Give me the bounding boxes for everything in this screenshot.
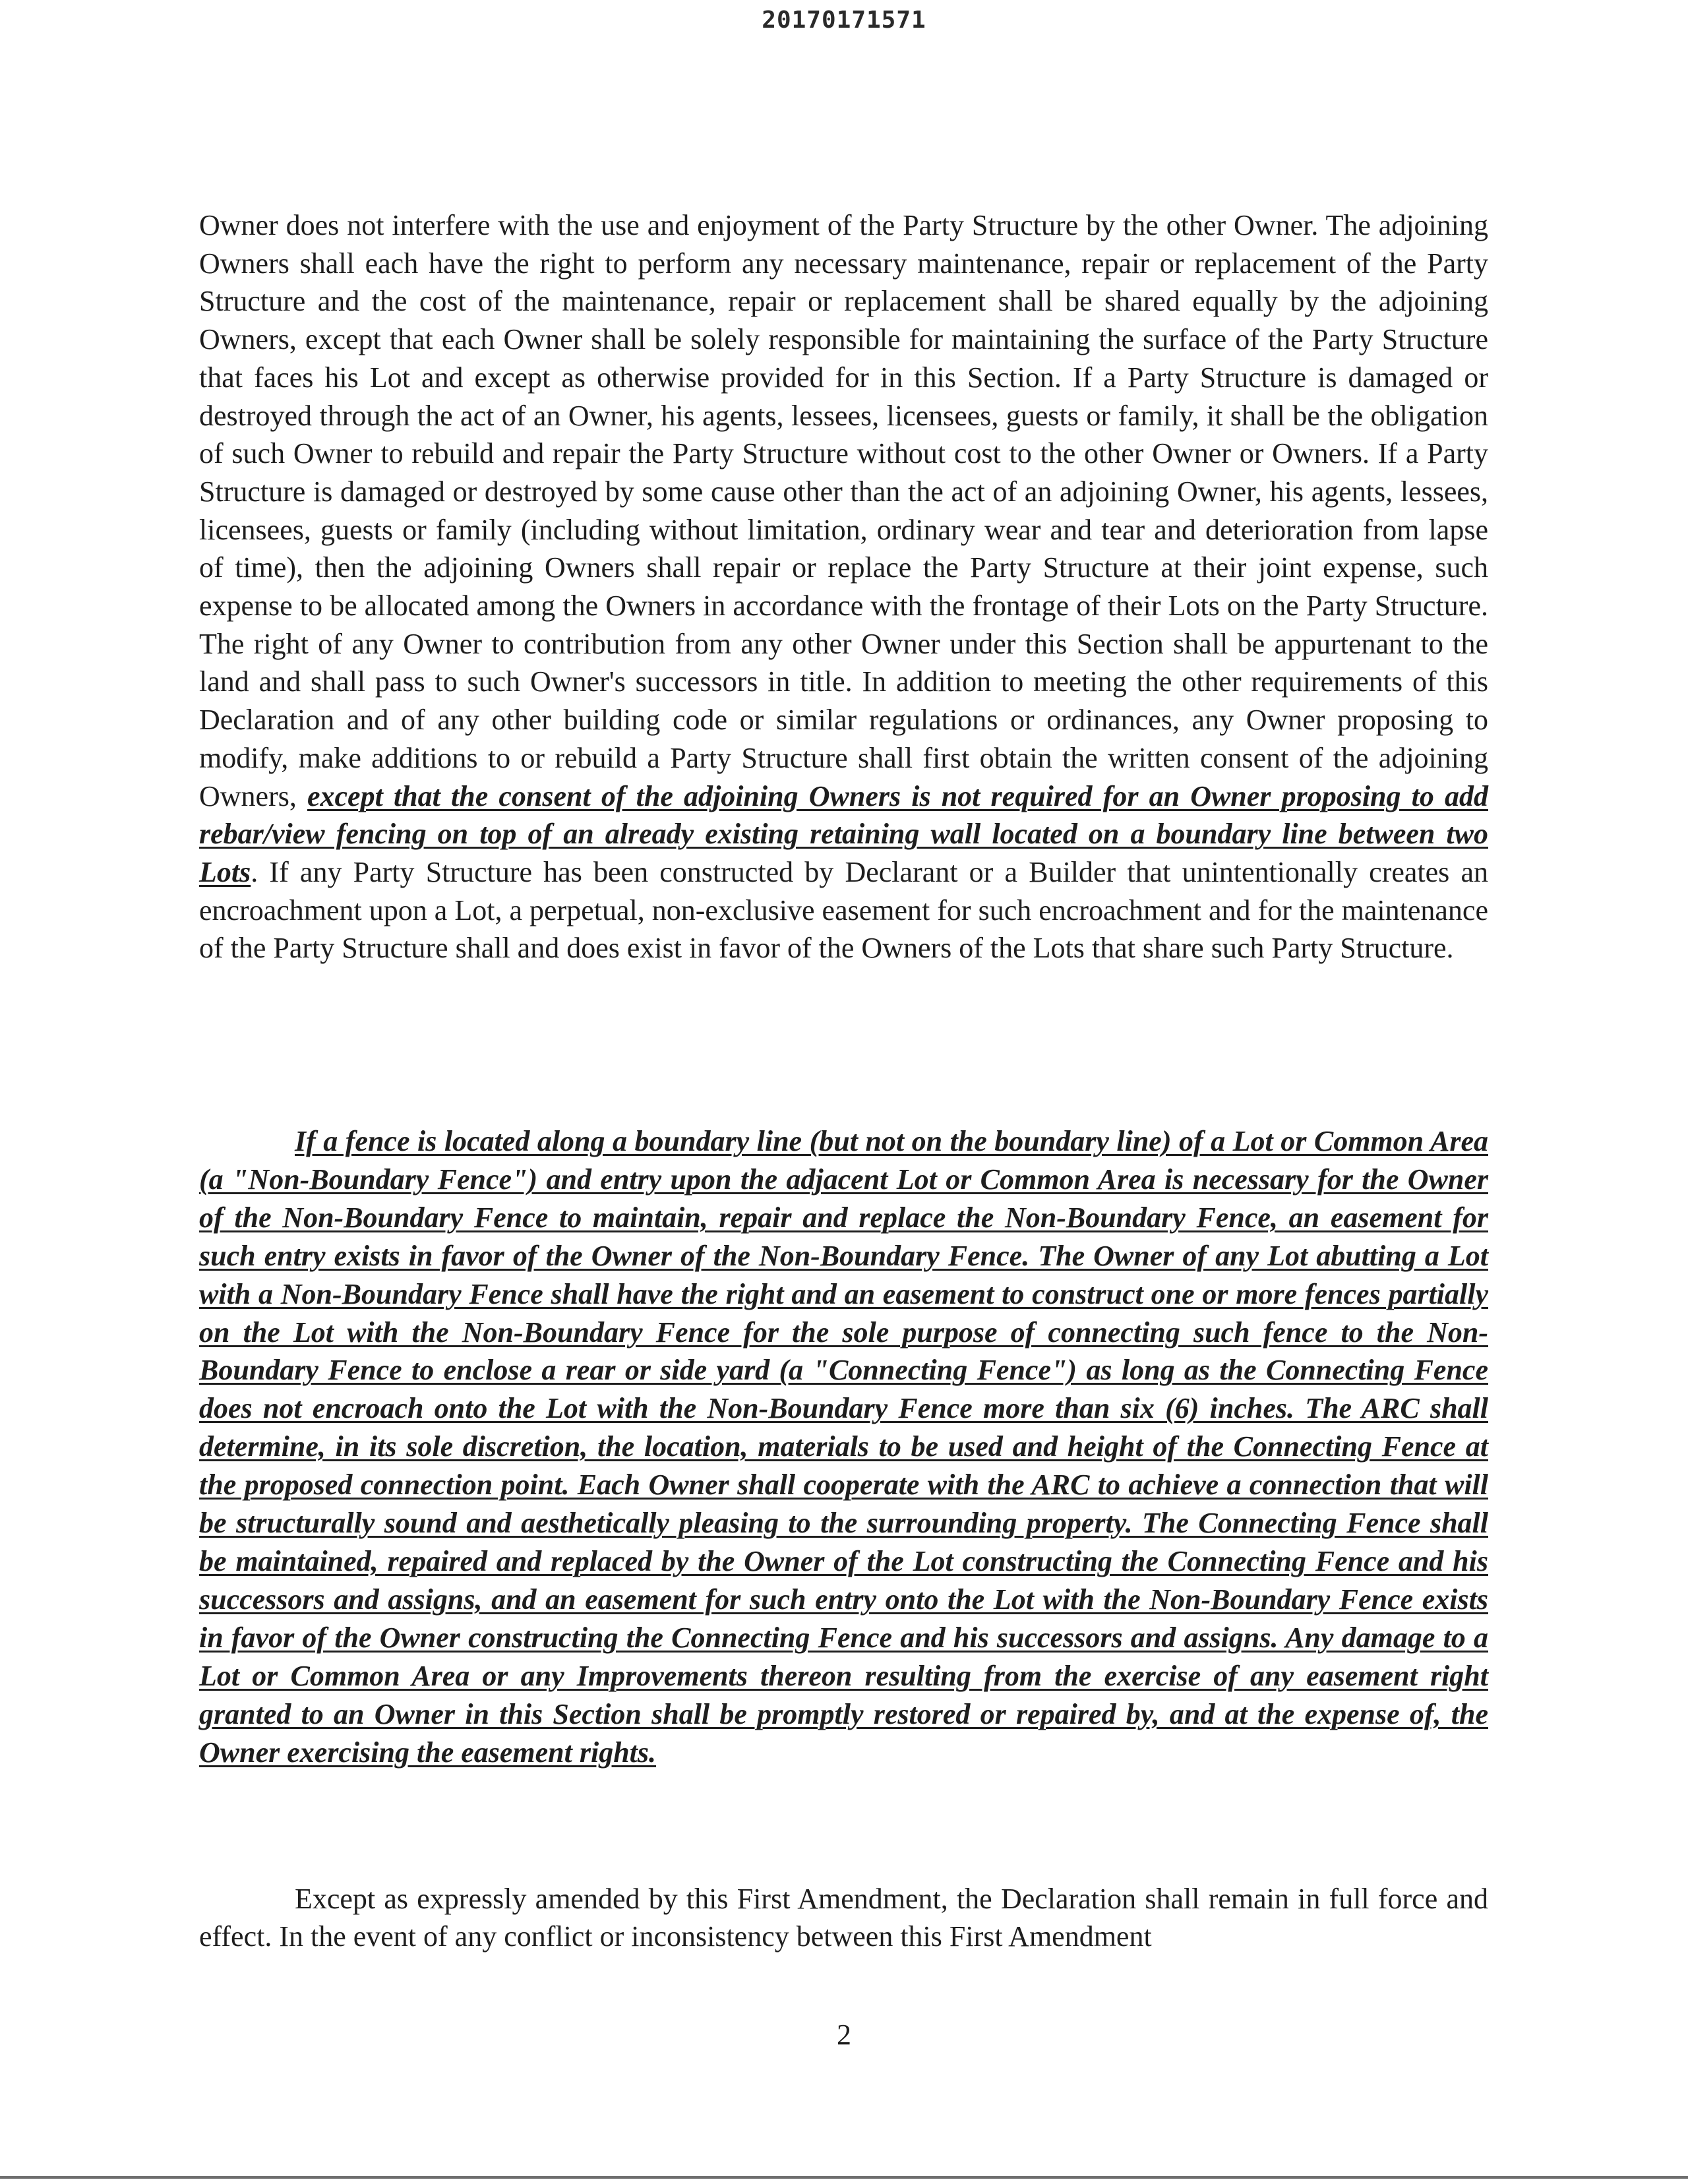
paragraph-text: Owner does not interfere with the use and enjoyment of the Party Structure by the other Owner. The adjoining Owners shall each have the right to perform any necessary maintenance, repair or replacement of the Party Structure and the cost of the maintenance, repair or replacement shall be shared equally by the adjoining Owners, except that each Owner shall be solely responsible for maintaining the surface of the Party Structure that faces his Lot and except as otherwise provided for in this Section. If a Party Structure is damaged or destroyed through the act of an Owner, his agents, lessees, licensees, guests or family, it shall be the obligation of such Owner to rebuild and repair the Party Structure without cost to the other Owner or Owners. If a Party Structure is damaged or destroyed by some cause other than the act of an adjoining Owner, his agents, lessees, licensees, guests or family (including without limitation, ordinary wear and tear and deterioration from lapse of time), then the adjoining Owners shall repair or replace the Party Structure at their joint expense, such expense to be allocated among the Owners in accordance with the frontage of their Lots on the Party Structure. The right of any Owner to contribution from any other Owner under this Section shall be appurtenant to the land and shall pass to such Owner's successors in title. In addition to meeting the other requirements of this Declaration and of any other building code or similar regulations or ordinances, any Owner proposing to modify, make additions to or rebuild a Party Structure shall first obtain the written consent of the adjoining Owners, <box>199 209 1488 812</box>
amended-text: except that the consent of the adjoining Owners is not required for an Owner proposing to add rebar/view fencing on top of an already existing retaining wall located on a boundary line between two Lots <box>199 779 1488 888</box>
amended-text: If a fence is located along a boundary line (but not on the boundary line) of a Lot or Common Area (a "Non-Boundary Fence") and entry upon the adjacent Lot or Common Area is necessary for the Owner of the Non-Boundary Fence to maintain, repair and replace the Non-Boundary Fence, an easement for such entry exists in favor of the Owner of the Non-Boundary Fence. The Owner of any Lot abutting a Lot with a Non-Boundary Fence shall have the right and an easement to construct one or more fences partially on the Lot with the Non-Boundary Fence for the sole purpose of connecting such fence to the Non-Boundary Fence to enclose a rear or side yard (a "Connecting Fence") as long as the Connecting Fence does not encroach onto the Lot with the Non-Boundary Fence more than six (6) inches. The ARC shall determine, in its sole discretion, the location, materials to be used and height of the Connecting Fence at the proposed connection point. Each Owner shall cooperate with the ARC to achieve a connection that will be structurally sound and aesthetically pleasing to the surrounding property. The Connecting Fence shall be maintained, repaired and replaced by the Owner of the Lot constructing the Connecting Fence and his successors and assigns, and an easement for such entry onto the Lot with the Non-Boundary Fence exists in favor of the Owner constructing the Connecting Fence and his successors and assigns. Any damage to a Lot or Common Area or any Improvements thereon resulting from the exercise of any easement right granted to an Owner in this Section shall be promptly restored or repaired by, and at the expense of, the Owner exercising the easement rights. <box>199 1125 1488 1769</box>
paragraph-text: . If any Party Structure has been constructed by Declarant or a Builder that unintentionally creates an encroachment upon a Lot, a perpetual, non-exclusive easement for such encroachment and for the maintenance of the Party Structure shall and does exist in favor of the Owners of the Lots that share such Party Structure. <box>199 855 1488 965</box>
paragraph-non-boundary-fence <box>199 1122 1488 1771</box>
paragraph-party-structure <box>199 206 1488 967</box>
paragraph-text: Except as expressly amended by this First Amendment, the Declaration shall remain in full force and effect. In the event of any conflict or inconsistency between this First Amendment <box>199 1883 1488 1953</box>
scan-edge-line <box>0 2176 1688 2179</box>
paragraph-except-as-amended <box>199 1880 1488 1956</box>
page-number: 2 <box>837 2018 851 2051</box>
document-number: 20170171571 <box>762 7 926 34</box>
